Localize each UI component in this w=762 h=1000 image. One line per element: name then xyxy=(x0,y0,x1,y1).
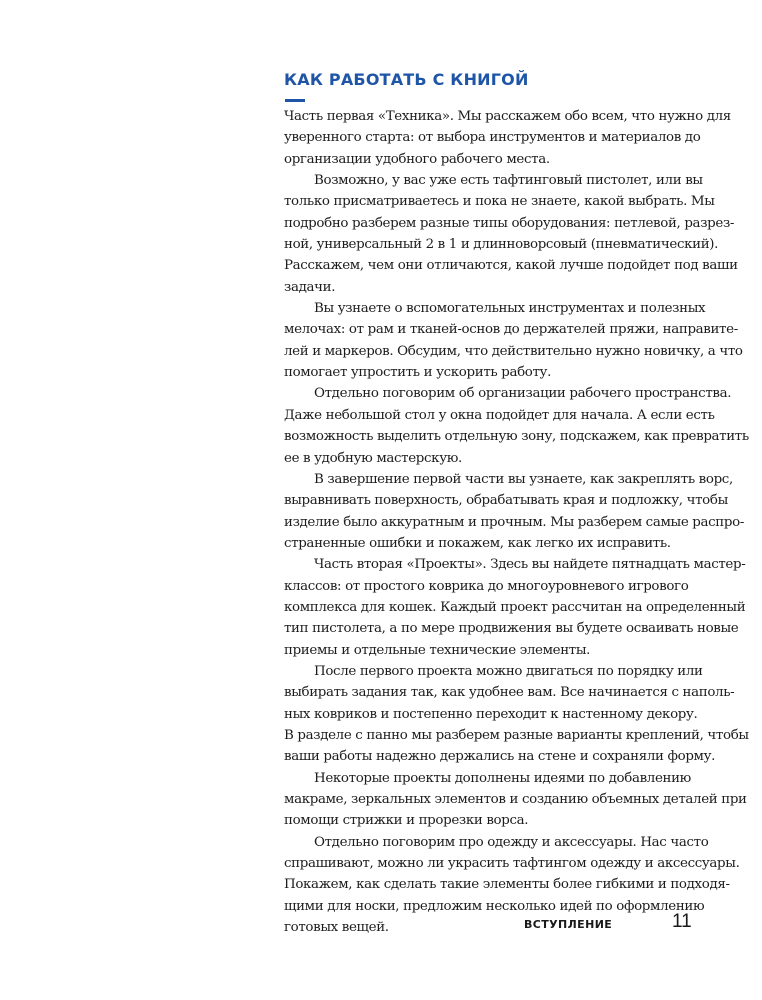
text-line: классов: от простого коврика до многоуровневого игрового xyxy=(284,578,689,594)
text-line: В завершение первой части вы узнаете, как закреплять ворс, xyxy=(314,471,733,487)
text-line: комплекса для кошек. Каждый проект рассчитан на определенный xyxy=(284,599,746,615)
text-line: Часть вторая «Проекты». Здесь вы найдете пятнадцать мастер- xyxy=(314,557,746,573)
text-line: возможность выделить отдельную зону, подскажем, как превратить xyxy=(284,429,749,445)
text-line: Вы узнаете о вспомогательных инструментах и полезных xyxy=(314,301,706,317)
text-line: приемы и отдельные технические элементы. xyxy=(284,642,591,658)
text-line: выравнивать поверхность, обрабатывать края и подложку, чтобы xyxy=(284,493,728,509)
text-line: ваши работы надежно держались на стене и сохраняли форму. xyxy=(284,749,716,765)
text-line: ее в удобную мастерскую. xyxy=(284,450,462,466)
text-line: только присматриваетесь и пока не знаете, какой выбрать. Мы xyxy=(284,194,715,210)
text-line: Часть первая «Техника». Мы расскажем обо всем, что нужно для xyxy=(284,109,731,124)
text-line: помогает упростить и ускорить работу. xyxy=(284,365,551,381)
text-line: изделие было аккуратным и прочным. Мы разберем самые распро- xyxy=(284,514,744,530)
text-line: подробно разберем разные типы оборудования: петлевой, разрез- xyxy=(284,215,735,231)
text-line: выбирать задания так, как удобнее вам. Все начинается с наполь- xyxy=(284,685,735,701)
text-line: лей и маркеров. Обсудим, что действительно нужно новичку, а что xyxy=(284,343,743,359)
page-number: 11 xyxy=(672,911,692,932)
text-line: страненные ошибки и покажем, как легко их исправить. xyxy=(284,535,671,551)
text-line: мелочах: от рам и тканей-основ до держателей пряжи, направите- xyxy=(284,322,738,338)
text-line: Отдельно поговорим про одежду и аксессуары. Нас часто xyxy=(314,834,709,850)
text-line: макраме, зеркальных элементов и созданию объемных деталей при xyxy=(284,792,747,807)
text-line: Некоторые проекты дополнены идеями по добавлению xyxy=(314,770,691,786)
section-heading: КАК РАБОТАТЬ С КНИГОЙ xyxy=(284,70,529,89)
text-line: организации удобного рабочего места. xyxy=(284,151,550,167)
text-line: спрашивают, можно ли украсить тафтингом одежду и аксессуары. xyxy=(284,856,740,872)
running-footer-label: ВСТУПЛЕНИЕ xyxy=(524,918,613,931)
text-line: щими для носки, предложим несколько идей по оформлению xyxy=(284,898,705,914)
heading-underline xyxy=(285,99,305,102)
text-line: Покажем, как сделать такие элементы более гибкими и подходя- xyxy=(284,877,730,893)
text-line: ных ковриков и постепенно переходит к настенному декору. xyxy=(284,706,698,722)
text-line: ной, универсальный 2 в 1 и длинноворсовый (пневматический). xyxy=(284,237,719,253)
text-line: готовых вещей. xyxy=(284,920,389,936)
text-line: задачи. xyxy=(284,279,336,295)
text-line: Возможно, у вас уже есть тафтинговый пистолет, или вы xyxy=(314,173,703,189)
text-line: уверенного старта: от выбора инструментов и материалов до xyxy=(284,130,701,146)
body-text xyxy=(284,106,749,938)
text-line: В разделе с панно мы разберем разные варианты креплений, чтобы xyxy=(284,727,749,743)
text-line: После первого проекта можно двигаться по порядку или xyxy=(314,663,703,679)
text-line: помощи стрижки и прорезки ворса. xyxy=(284,813,529,829)
text-line: Даже небольшой стол у окна подойдет для начала. А если есть xyxy=(284,407,715,423)
text-line: тип пистолета, а по мере продвижения вы будете осваивать новые xyxy=(284,621,739,637)
text-line: Отдельно поговорим об организации рабочего пространства. xyxy=(314,386,732,402)
text-line: Расскажем, чем они отличаются, какой лучше подойдет под ваши xyxy=(284,258,738,274)
